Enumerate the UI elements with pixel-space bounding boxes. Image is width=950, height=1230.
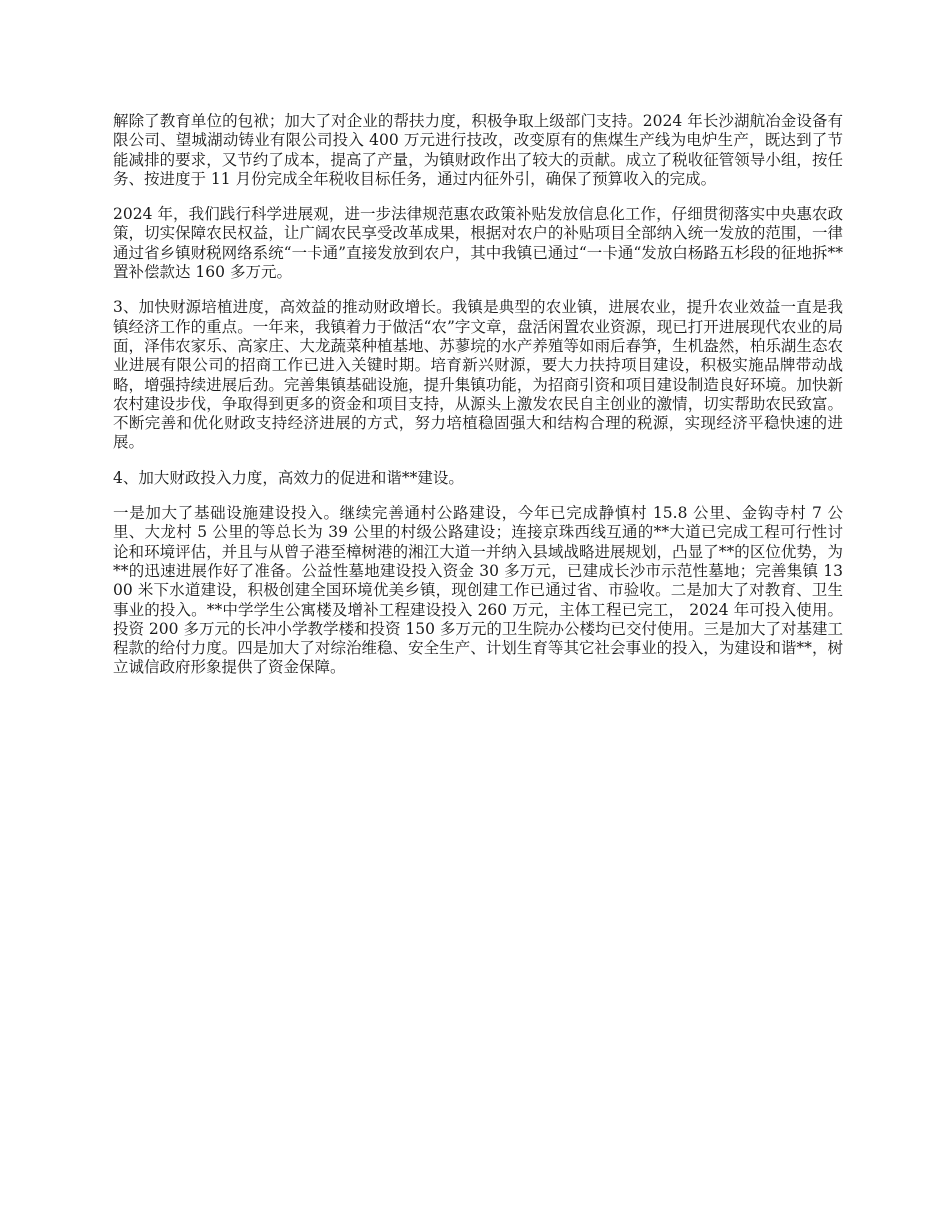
paragraph-subsidy-distribution: 2024 年，我们践行科学进展观，进一步法律规范惠农政策补贴发放信息化工作，仔细贯彻落实中央惠农政策，切实保障农民权益，让广阔农民享受改革成果，根据对农户的补贴项目全部纳入统一发放的范围，一律通过省乡镇财税网络系统“一卡通”直接发放到农户，其中我镇已通过“一卡通“发放白杨路五杉段的征地拆**置补偿款达 160 多万元。 (113, 205, 843, 282)
paragraph-tax-collection: 解除了教育单位的包袱；加大了对企业的帮扶力度，积极争取上级部门支持。2024 年长沙湖航冶金设备有限公司、望城湖动铸业有限公司投入 400 万元进行技改，改变原有的焦煤生产线为电炉生产，既达到了节能减排的要求，又节约了成本，提高了产量，为镇财政作出了较大的贡献。成立了税收征管领导小组，按任务、按进度于 11 月份完成全年税收目标任务，通过内征外引，确保了预算收入的完成。 (113, 112, 843, 188)
paragraph-investment-heading: 4、加大财政投入力度，高效力的促进和谐**建设。 (113, 468, 464, 487)
paragraph-revenue-cultivation: 3、加快财源培植进度，高效益的推动财政增长。我镇是典型的农业镇，进展农业，提升农业效益一直是我镇经济工作的重点。一年来，我镇着力于做活“农”字文章，盘活闲置农业资源，现已打开进展现代农业的局面，泽伟农家乐、高家庄、大龙蔬菜种植基地、苏蓼垸的水产养殖等如雨后春笋，生机盎然，柏乐湖生态农业进展有限公司的招商工作已进入关键时期。培育新兴财源，要大力扶持项目建设，积极实施品牌带动战略，增强持续进展后劲。完善集镇基础设施，提升集镇功能，为招商引资和项目建设制造良好环境。加快新农村建设步伐，争取得到更多的资金和项目支持，从源头上激发农民自主创业的激情，切实帮助农民致富。不断完善和优化财政支持经济进展的方式，努力培植稳固强大和结构合理的税源，实现经济平稳快速的进展。 (113, 298, 843, 452)
paragraph-infrastructure-investment: 一是加大了基础设施建设投入。继续完善通村公路建设，今年已完成静慎村 15.8 公里、金钩寺村 7 公里、大龙村 5 公里的等总长为 39 公里的村级公路建设；连接京珠西线互通的**大道已完成工程可行性讨论和环境评估，并且与从曾子港至樟树港的湘江大道一并纳入县域战略进展规划，凸显了**的区位优势，为**的迅速进展作好了准备。公益性墓地建设投入资金 30 多万元，已建成长沙市示范性墓地；完善集镇 1300 米下水道建设，积极创建全国环境优美乡镇，现创建工作已通过省、市验收。二是加大了对教育、卫生事业的投入。**中学学生公寓楼及增补工程建设投入 260 万元，主体工程已完工， 2024 年可投入使用。投资 200 多万元的长冲小学教学楼和投资 150 多万元的卫生院办公楼均已交付使用。三是加大了对基建工程款的给付力度。四是加大了对综治维稳、安全生产、计划生育等其它社会事业的投入，为建设和谐**，树立诚信政府形象提供了资金保障。 (113, 504, 843, 677)
document-body (113, 112, 843, 694)
